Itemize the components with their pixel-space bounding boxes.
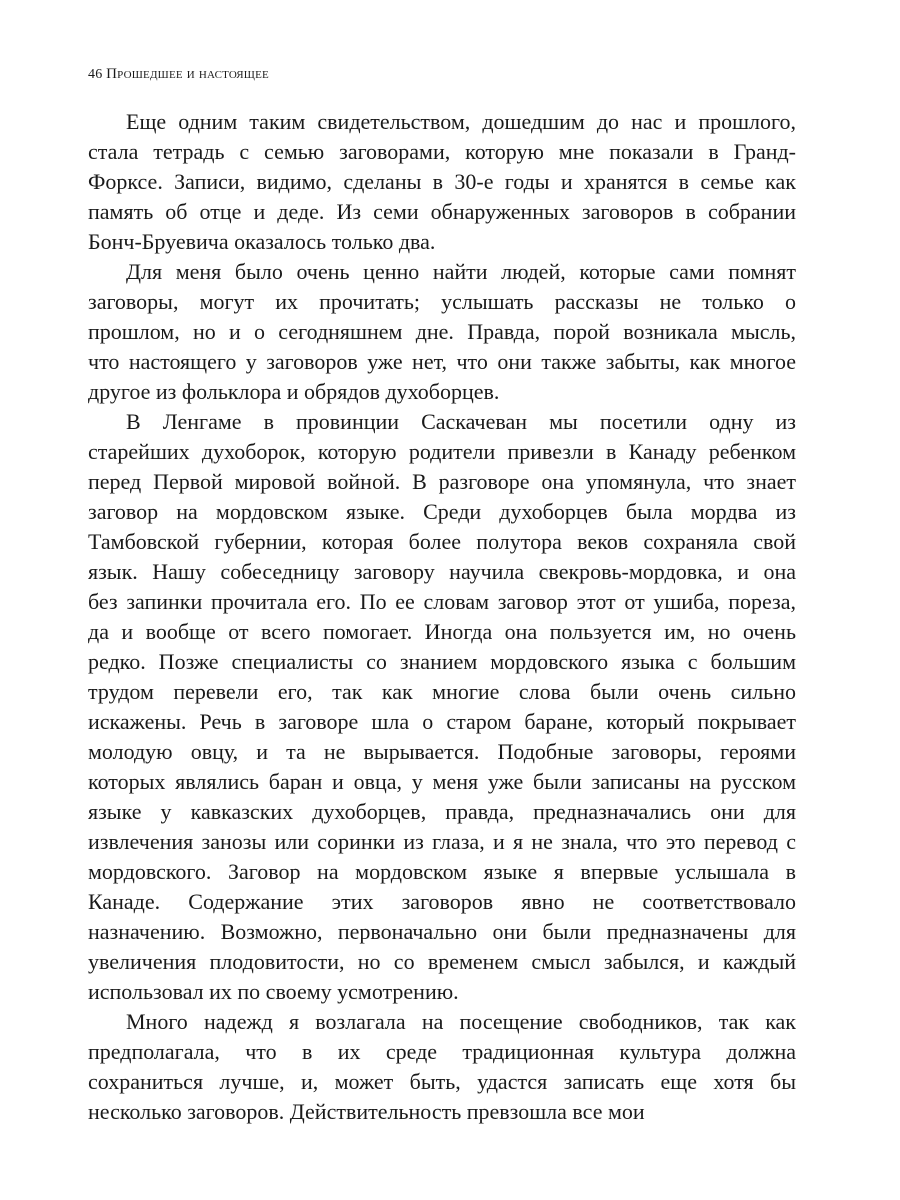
text-line: Для меня было очень ценно найти людей, которые сами помнят xyxy=(126,259,796,284)
text-line: заговоры, могут их прочитать; услышать рассказы не только о xyxy=(88,289,796,314)
text-line: Канаде. Содержание этих заговоров явно не соответствовало xyxy=(88,889,796,914)
text-line: Бонч-Бруевича оказалось только два. xyxy=(88,229,436,254)
text-line: стала тетрадь с семью заговорами, которую мне показали в Гранд- xyxy=(88,139,796,164)
text-line: прошлом, но и о сегодняшнем дне. Правда, порой возникала мысль, xyxy=(88,319,796,344)
text-line: без запинки прочитала его. По ее словам заговор этот от ушиба, пореза, xyxy=(88,589,796,614)
text-line: редко. Позже специалисты со знанием мордовского языка с большим xyxy=(88,649,796,674)
text-line: языке у кавказских духоборцев, правда, предназначались они для xyxy=(88,799,796,824)
text-line: сохраниться лучше, и, может быть, удастся записать еще хотя бы xyxy=(88,1069,796,1094)
text-line: заговор на мордовском языке. Среди духоборцев была мордва из xyxy=(88,499,796,524)
text-line: что настоящего у заговоров уже нет, что они также забыты, как многое xyxy=(88,349,796,374)
text-line: предполагала, что в их среде традиционная культура должна xyxy=(88,1039,796,1064)
paragraph xyxy=(88,107,796,257)
text-line: использовал их по своему усмотрению. xyxy=(88,979,459,1004)
text-line: Много надежд я возлагала на посещение свободников, так как xyxy=(126,1009,796,1034)
text-line: мордовского. Заговор на мордовском языке я впервые услышала в xyxy=(88,859,796,884)
text-line: перед Первой мировой войной. В разговоре она упомянула, что знает xyxy=(88,469,796,494)
text-line: извлечения занозы или соринки из глаза, и я не знала, что это перевод с xyxy=(88,829,796,854)
text-line: трудом перевели его, так как многие слова были очень сильно xyxy=(88,679,796,704)
text-line: В Ленгаме в провинции Саскачеван мы посетили одну из xyxy=(126,409,796,434)
text-line: Еще одним таким свидетельством, дошедшим до нас и прошлого, xyxy=(126,109,796,134)
paragraph xyxy=(88,1007,796,1127)
text-line: язык. Нашу собеседницу заговору научила свекровь-мордовка, и она xyxy=(88,559,796,584)
text-line: несколько заговоров. Действительность превзошла все мои xyxy=(88,1099,645,1124)
running-head xyxy=(88,66,269,83)
text-line: Форксе. Записи, видимо, сделаны в 30-е годы и хранятся в семье как xyxy=(88,169,796,194)
text-line: которых являлись баран и овца, у меня уже были записаны на русском xyxy=(88,769,796,794)
paragraph xyxy=(88,257,796,407)
text-line: старейших духоборок, которую родители привезли в Канаду ребенком xyxy=(88,439,796,464)
running-title: Прошедшее и настоящее xyxy=(106,66,269,82)
text-line: молодую овцу, и та не вырывается. Подобные заговоры, героями xyxy=(88,739,796,764)
body-text xyxy=(88,107,796,1127)
text-line: память об отце и деде. Из семи обнаруженных заговоров в собрании xyxy=(88,199,796,224)
text-line: Тамбовской губернии, которая более полутора веков сохраняла свой xyxy=(88,529,796,554)
text-line: назначению. Возможно, первоначально они были предназначены для xyxy=(88,919,796,944)
text-line: да и вообще от всего помогает. Иногда она пользуется им, но очень xyxy=(88,619,796,644)
text-line: другое из фольклора и обрядов духоборцев. xyxy=(88,379,500,404)
page-number: 46 xyxy=(88,67,103,82)
text-line: искажены. Речь в заговоре шла о старом баране, который покрывает xyxy=(88,709,796,734)
text-line: увеличения плодовитости, но со временем смысл забылся, и каждый xyxy=(88,949,796,974)
paragraph xyxy=(88,407,796,1007)
